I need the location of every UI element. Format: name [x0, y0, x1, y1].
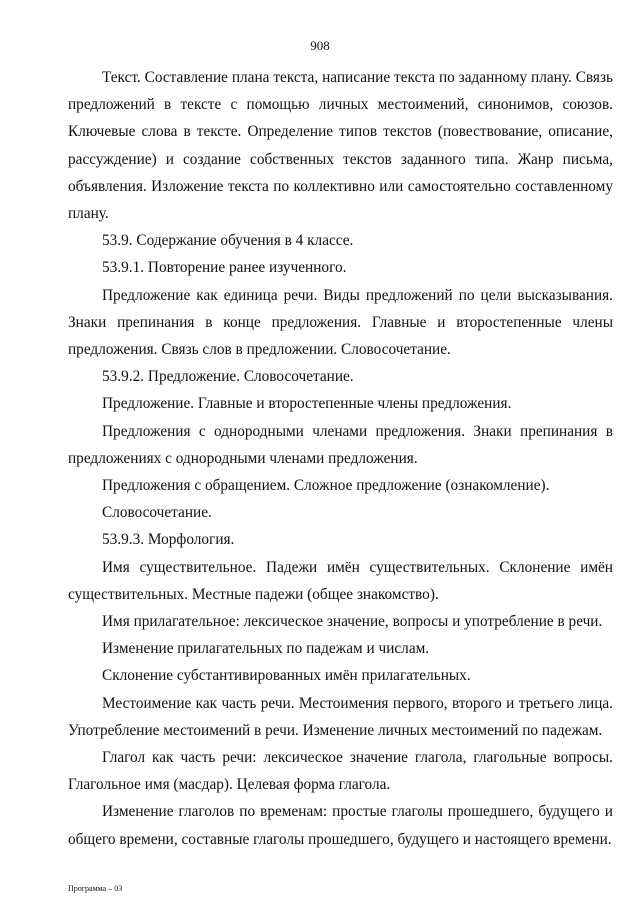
- paragraph-address-complex: Предложения с обращением. Сложное предложение (ознакомление).: [102, 477, 550, 495]
- paragraph-text-planning: Текст. Составление плана текста, написание текста по заданному плану. Связь предложений в тексте с помощью личных местоимений, синонимов, союзов. Ключевые слова в тексте. Определение типов текстов (повествование, описание, рассуждение) и создание собственных текстов заданного типа. Жанр письма, объявления. Изложение текста по коллективно или самостоятельно составленному плану.: [68, 69, 613, 223]
- section-heading-grade-4: 53.9. Содержание обучения в 4 классе.: [102, 232, 354, 250]
- paragraph-sentence-members: Предложение. Главные и второстепенные члены предложения.: [102, 395, 512, 413]
- document-body: [68, 64, 613, 853]
- footer-label: Программа – 03: [68, 884, 123, 893]
- paragraph-homogeneous-members: Предложения с однородными членами предложения. Знаки препинания в предложениях с однородными членами предложения.: [68, 422, 613, 467]
- paragraph-substantivized: Склонение субстантивированных имён прилагательных.: [102, 667, 471, 685]
- paragraph-adjective-change: Изменение прилагательных по падежам и числам.: [102, 640, 430, 658]
- paragraph-adjective: Имя прилагательное: лексическое значение, вопросы и употребление в речи.: [102, 613, 603, 631]
- paragraph-verb: Глагол как часть речи: лексическое значение глагола, глагольные вопросы. Глагольное имя (масдар). Целевая форма глагола.: [68, 749, 613, 794]
- paragraph-sentence-unit: Предложение как единица речи. Виды предложений по цели высказывания. Знаки препинания в конце предложения. Главные и второстепенные члены предложения. Связь слов в предложении. Словосочетание.: [68, 286, 613, 359]
- page-number: 908: [310, 38, 330, 53]
- section-heading-morphology: 53.9.3. Морфология.: [102, 531, 235, 549]
- paragraph-word-combination: Словосочетание.: [102, 504, 212, 522]
- section-heading-review: 53.9.1. Повторение ранее изученного.: [102, 259, 347, 277]
- paragraph-noun: Имя существительное. Падежи имён существительных. Склонение имён существительных. Местные падежи (общее знакомство).: [68, 558, 613, 603]
- paragraph-verb-tenses: Изменение глаголов по временам: простые глаголы прошедшего, будущего и общего времени, составные глаголы прошедшего, будущего и настоящего времени.: [68, 803, 613, 848]
- paragraph-pronoun: Местоимение как часть речи. Местоимения первого, второго и третьего лица. Употребление местоимений в речи. Изменение личных местоимений по падежам.: [68, 694, 613, 739]
- section-heading-sentence: 53.9.2. Предложение. Словосочетание.: [102, 368, 354, 386]
